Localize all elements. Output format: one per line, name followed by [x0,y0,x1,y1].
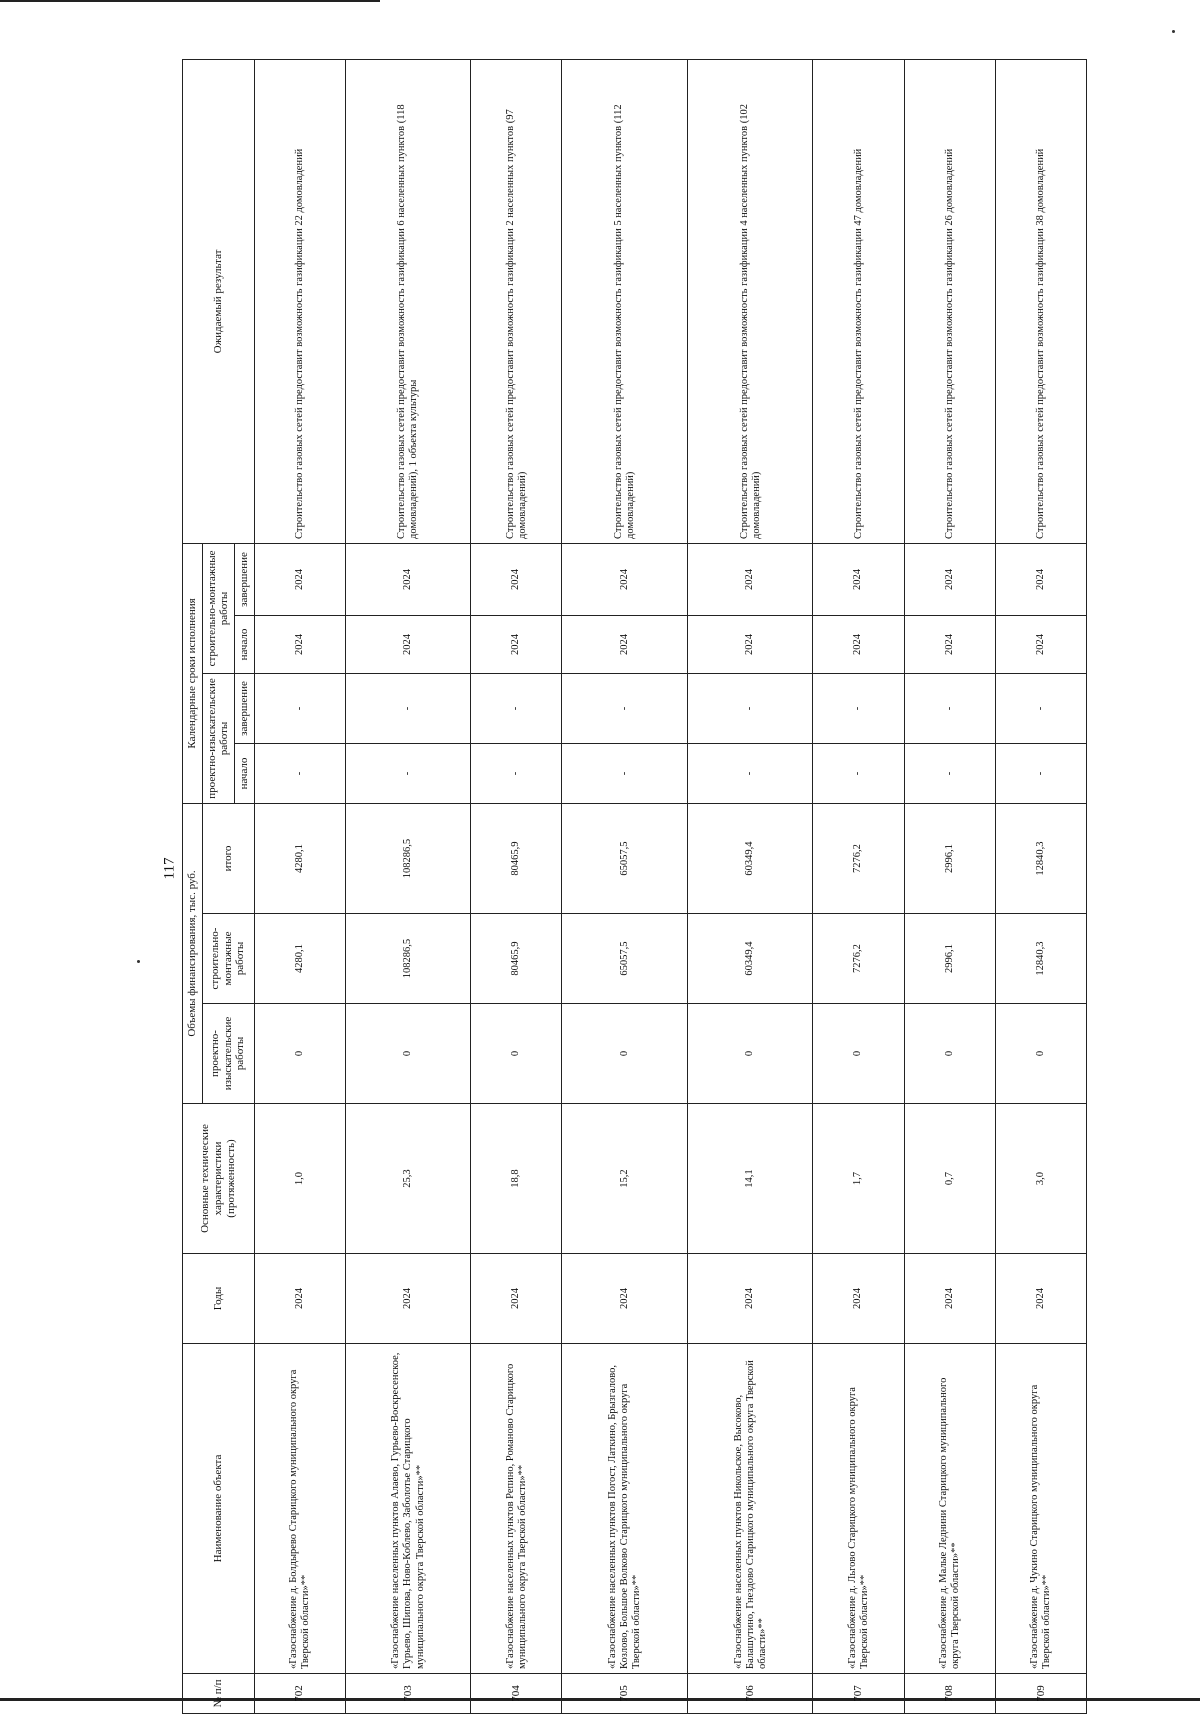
row-fin-design: 0 [995,1004,1086,1104]
header-years: Годы [183,1254,255,1344]
row-fin-construction: 7276,2 [813,914,904,1004]
row-fin-construction: 4280,1 [254,914,345,1004]
row-design-start: - [562,743,687,803]
row-num: 707 [813,1674,904,1714]
table-row [345,59,470,1713]
header-cal-construction: строительно-монтажные работы [202,543,234,673]
row-object-name: «Газоснабжение населенных пунктов Репино, Романово Старицкого муниципального округа Тверской области»** [471,1344,562,1674]
row-fin-design: 0 [345,1004,470,1104]
row-fin-design: 0 [471,1004,562,1104]
row-fin-construction: 80465,9 [471,914,562,1004]
scan-speck [137,960,140,963]
row-result: Строительство газовых сетей предоставит возможность газификации 47 домовладений [813,59,904,543]
row-tech: 14,1 [687,1104,812,1254]
row-constr-start: 2024 [254,615,345,673]
row-year: 2024 [687,1254,812,1344]
row-design-start: - [995,743,1086,803]
table-row [995,59,1086,1713]
header-fin-design: проектно-изыскательские работы [202,1004,254,1104]
row-result: Строительство газовых сетей предоставит возможность газификации 22 домовладений [254,59,345,543]
row-fin-total: 108286,5 [345,803,470,913]
header-cal-design: проектно-изыскательские работы [202,673,234,803]
row-object-name: «Газоснабжение д. Болдырево Старицкого муниципального округа Тверской области»** [254,1344,345,1674]
row-object-name: «Газоснабжение населенных пунктов Никольское, Высоково, Балашутино, Гнездово Старицкого муниципального округа Тверской области»** [687,1344,812,1674]
gasification-objects-table [182,59,1087,1714]
row-fin-total: 2996,1 [904,803,995,913]
row-num: 705 [562,1674,687,1714]
row-tech: 1,7 [813,1104,904,1254]
row-fin-total: 12840,3 [995,803,1086,913]
row-fin-construction: 12840,3 [995,914,1086,1004]
row-result: Строительство газовых сетей предоставит возможность газификации 2 населенных пунктов (97 домовладений) [471,59,562,543]
row-constr-start: 2024 [995,615,1086,673]
row-year: 2024 [904,1254,995,1344]
row-fin-total: 80465,9 [471,803,562,913]
row-result: Строительство газовых сетей предоставит возможность газификации 6 населенных пунктов (118 домовладений), 1 объекта культуры [345,59,470,543]
row-tech: 0,7 [904,1104,995,1254]
row-design-start: - [904,743,995,803]
header-constr-start: начало [234,615,254,673]
row-fin-total: 60349,4 [687,803,812,913]
row-result: Строительство газовых сетей предоставит возможность газификации 5 населенных пунктов (112 домовладений) [562,59,687,543]
header-tech: Основные технические характеристики (протяженность) [183,1104,255,1254]
row-design-end: - [471,673,562,743]
row-tech: 18,8 [471,1104,562,1254]
row-num: 704 [471,1674,562,1714]
row-year: 2024 [562,1254,687,1344]
row-object-name: «Газоснабжение населенных пунктов Погост, Латкино, Брызгалово, Козлово, Большое Волково Старицкого муниципального округа Тверской области»** [562,1344,687,1674]
row-constr-start: 2024 [471,615,562,673]
row-fin-total: 7276,2 [813,803,904,913]
row-design-start: - [345,743,470,803]
header-calendar: Календарные сроки исполнения [183,543,203,803]
row-constr-end: 2024 [254,543,345,615]
row-fin-design: 0 [687,1004,812,1104]
table-row [813,59,904,1713]
row-fin-design: 0 [562,1004,687,1104]
row-tech: 1,0 [254,1104,345,1254]
row-design-end: - [813,673,904,743]
row-num: 709 [995,1674,1086,1714]
row-constr-end: 2024 [904,543,995,615]
row-year: 2024 [813,1254,904,1344]
header-design-end: завершение [234,673,254,743]
row-fin-total: 4280,1 [254,803,345,913]
header-object-name: Наименование объекта [183,1344,255,1674]
row-num: 702 [254,1674,345,1714]
row-tech: 15,2 [562,1104,687,1254]
row-year: 2024 [254,1254,345,1344]
row-fin-construction: 108286,5 [345,914,470,1004]
row-year: 2024 [995,1254,1086,1344]
row-num: 706 [687,1674,812,1714]
row-constr-end: 2024 [562,543,687,615]
scan-speck [1172,30,1175,33]
row-result: Строительство газовых сетей предоставит возможность газификации 26 домовладений [904,59,995,543]
row-object-name: «Газоснабжение населенных пунктов Алаево, Гурьево-Воскресенское, Гурьево, Шипова, Ново-Коблево, Заболотье Старицкого муниципального округа Тверской области»** [345,1344,470,1674]
table-row [687,59,812,1713]
table-row [254,59,345,1713]
row-fin-construction: 65057,5 [562,914,687,1004]
table-row [562,59,687,1713]
row-result: Строительство газовых сетей предоставит возможность газификации 38 домовладений [995,59,1086,543]
row-constr-start: 2024 [813,615,904,673]
row-fin-construction: 60349,4 [687,914,812,1004]
row-design-end: - [904,673,995,743]
row-design-end: - [254,673,345,743]
row-constr-start: 2024 [904,615,995,673]
row-year: 2024 [345,1254,470,1344]
header-constr-end: завершение [234,543,254,615]
row-num: 703 [345,1674,470,1714]
page-number: 117 [161,857,178,880]
header-financing: Объемы финансирования, тыс. руб. [183,803,203,1103]
row-constr-start: 2024 [345,615,470,673]
row-result: Строительство газовых сетей предоставит возможность газификации 4 населенных пунктов (102 домовладений) [687,59,812,543]
row-object-name: «Газоснабжение д. Льгово Старицкого муниципального округа Тверской области»** [813,1344,904,1674]
row-constr-end: 2024 [995,543,1086,615]
row-constr-start: 2024 [687,615,812,673]
table-row [471,59,562,1713]
header-design-start: начало [234,743,254,803]
row-year: 2024 [471,1254,562,1344]
row-design-start: - [813,743,904,803]
header-result: Ожидаемый результат [183,59,255,543]
row-design-end: - [345,673,470,743]
row-fin-design: 0 [254,1004,345,1104]
row-design-end: - [995,673,1086,743]
row-design-start: - [687,743,812,803]
row-fin-construction: 2996,1 [904,914,995,1004]
header-num: № п/п [183,1674,255,1714]
row-tech: 3,0 [995,1104,1086,1254]
top-scan-edge [0,0,380,2]
row-design-end: - [687,673,812,743]
row-fin-design: 0 [813,1004,904,1104]
row-constr-end: 2024 [813,543,904,615]
row-constr-start: 2024 [562,615,687,673]
header-fin-construction: строительно-монтажные работы [202,914,254,1004]
row-object-name: «Газоснабжение д. Чукино Старицкого муниципального округа Тверской области»** [995,1344,1086,1674]
row-constr-end: 2024 [471,543,562,615]
rotated-table-container [182,60,1087,1714]
row-design-start: - [471,743,562,803]
row-fin-design: 0 [904,1004,995,1104]
row-design-start: - [254,743,345,803]
row-constr-end: 2024 [687,543,812,615]
row-num: 708 [904,1674,995,1714]
row-fin-total: 65057,5 [562,803,687,913]
row-tech: 25,3 [345,1104,470,1254]
row-constr-end: 2024 [345,543,470,615]
header-fin-total: итого [202,803,254,913]
row-design-end: - [562,673,687,743]
table-row [904,59,995,1713]
row-object-name: «Газоснабжение д. Малые Леднини Старицкого муниципального округа Тверской области»** [904,1344,995,1674]
